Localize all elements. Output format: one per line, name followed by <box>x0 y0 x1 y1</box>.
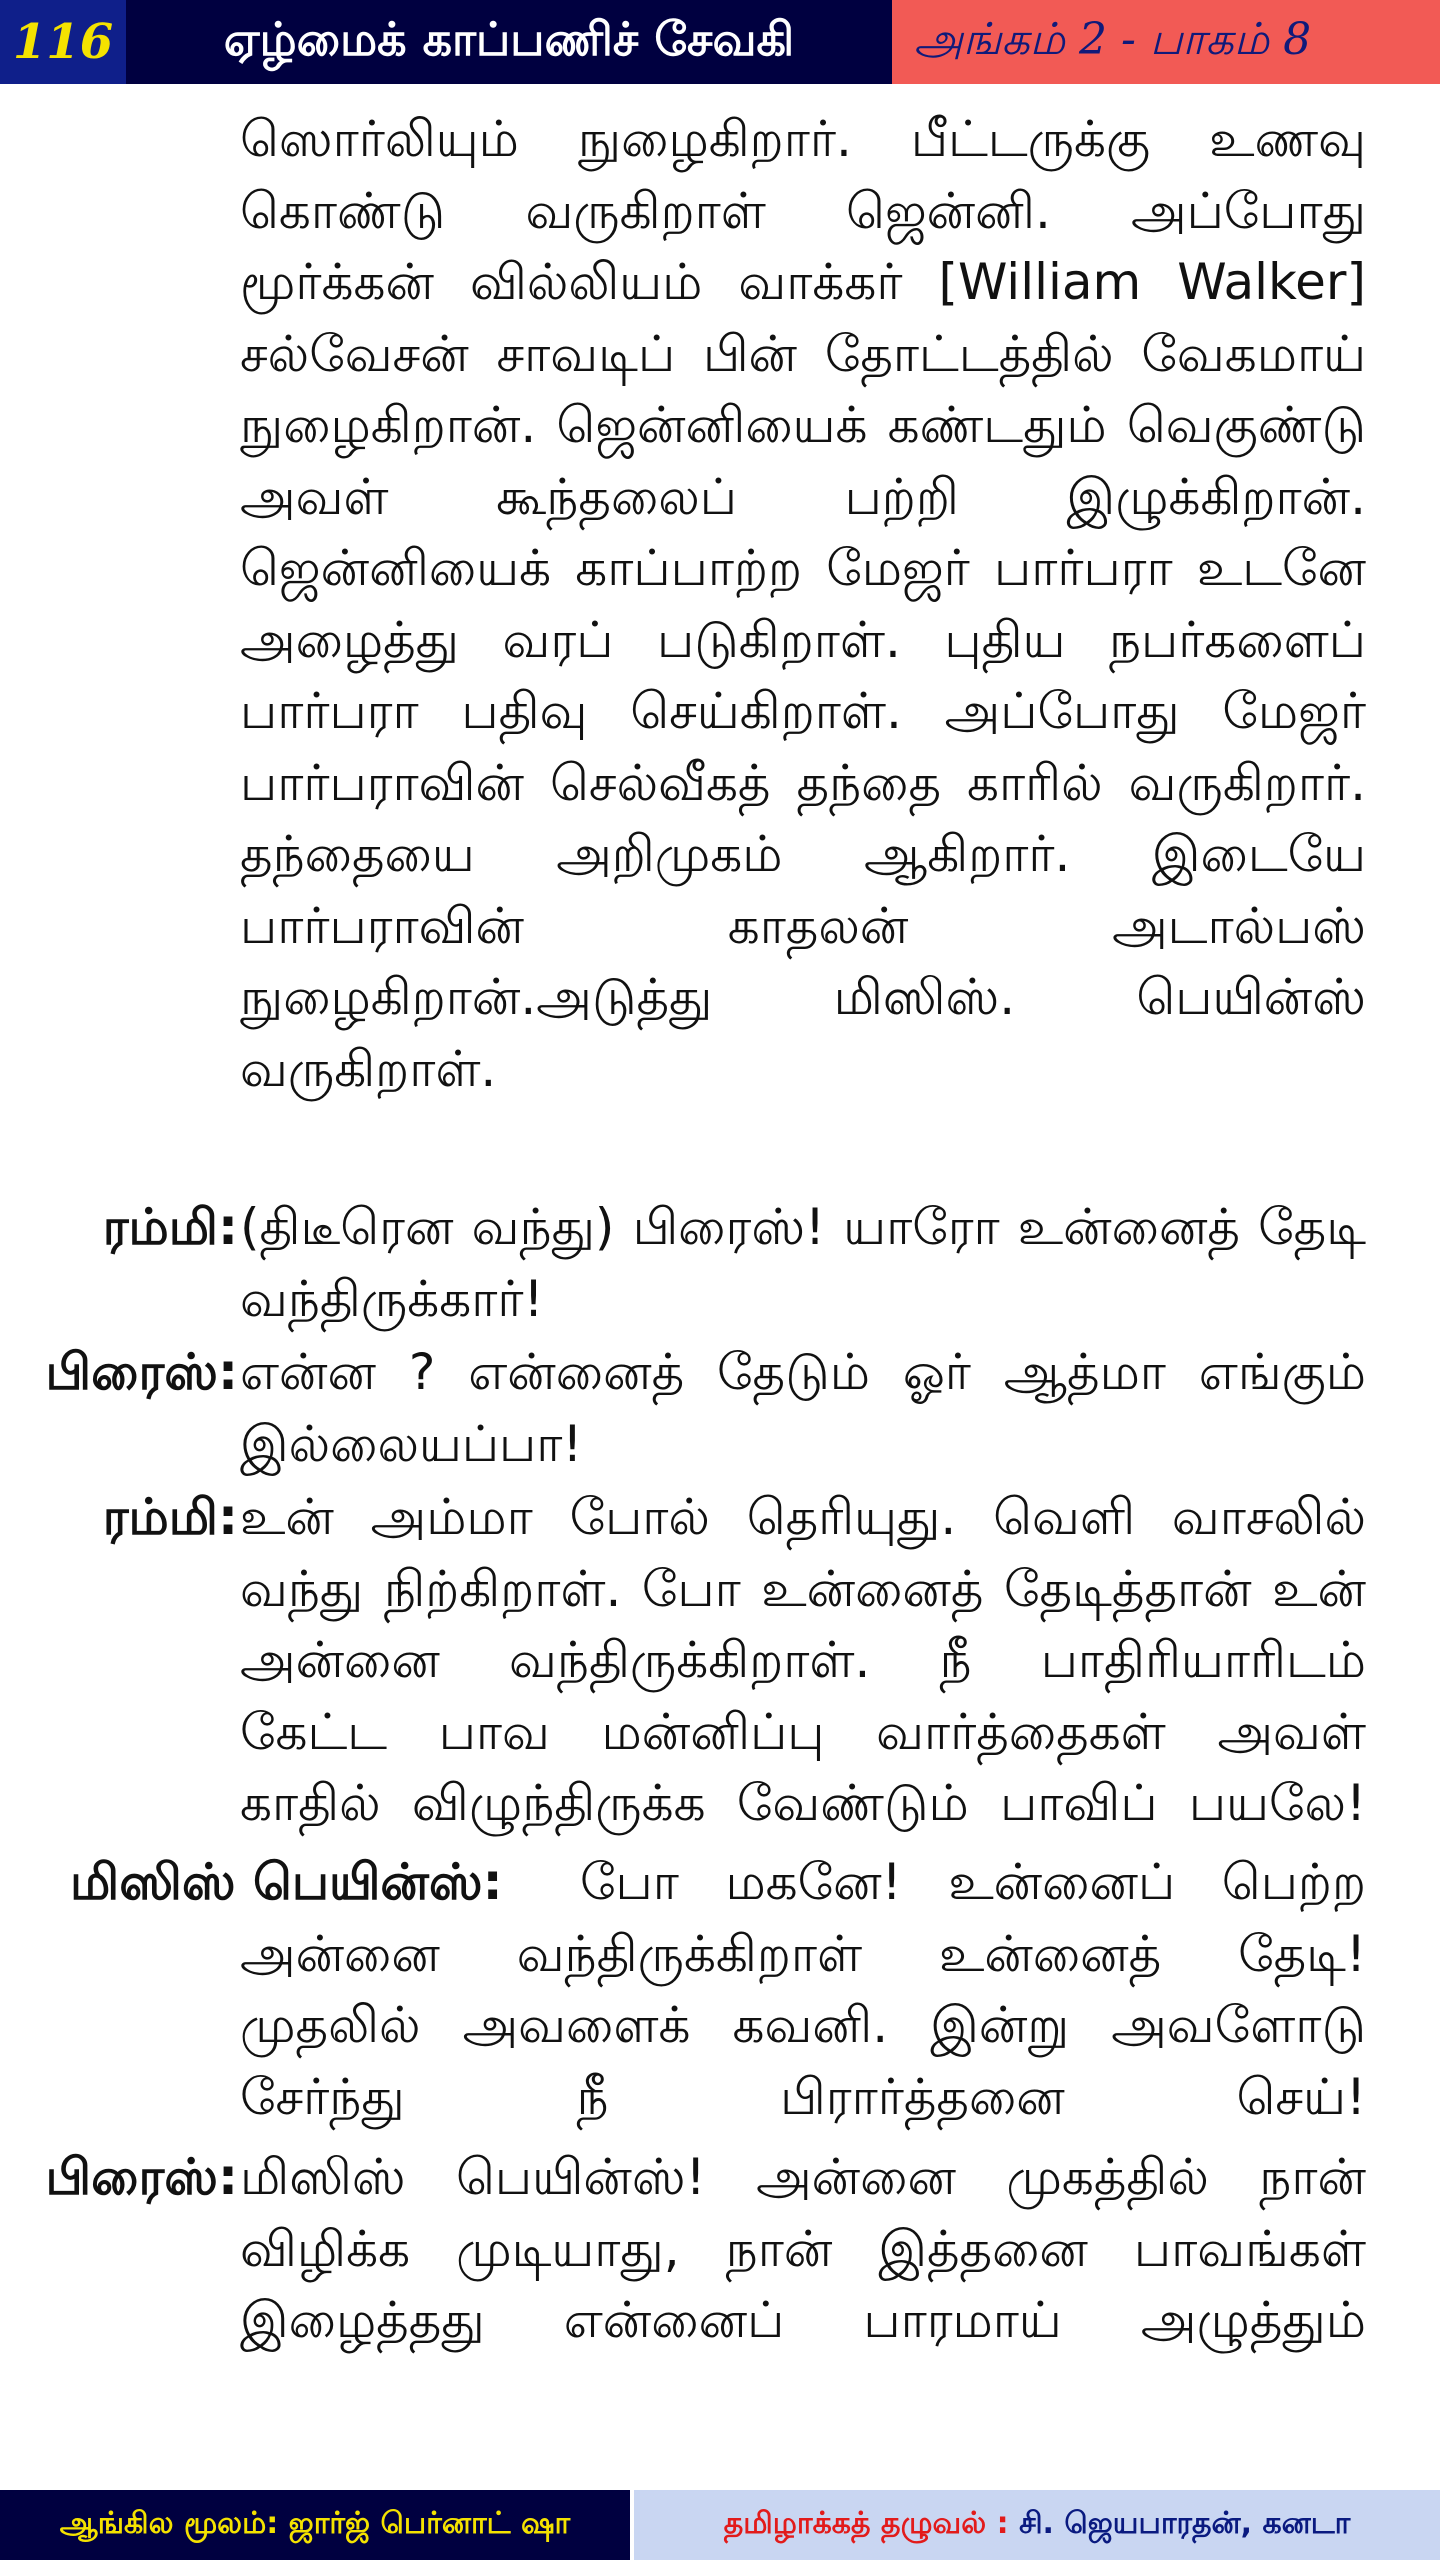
page-footer <box>0 2490 1440 2560</box>
dialogue-text: மிஸிஸ் பெயின்ஸ்! அன்னை முகத்தில் நான் விழிக்க முடியாது, நான் இத்தனை பாவங்கள் இழைத்தது என்னைப் பாரமாய் அழுத்தும் <box>240 2148 1366 2349</box>
source-credit <box>0 2490 634 2560</box>
dialogue-line <box>0 1192 1366 1335</box>
dialogue-line <box>0 1847 1366 2133</box>
source-label: ஆங்கில மூலம்: <box>59 2505 279 2541</box>
dialogue-line <box>0 1337 1366 1480</box>
book-title: ஏழ்மைக் காப்பணிச் சேவகி <box>126 0 892 84</box>
speaker-name: மிஸிஸ் பெயின்ஸ்: <box>70 1853 503 1911</box>
translation-label: தமிழாக்கத் தழுவல் : <box>723 2505 1009 2541</box>
source-author: ஜார்ஜ் பெர்னாட் ஷா <box>288 2505 571 2541</box>
dialogue-text: (திடீரென வந்து) பிரைஸ்! யாரோ உன்னைத் தேடி வந்திருக்கார்! <box>240 1198 1366 1328</box>
act-scene-label: அங்கம் 2 - பாகம் 8 <box>914 13 1312 65</box>
dialogue-text: போ மகனே! உன்னைப் பெற்ற அன்னை வந்திருக்கிறாள் உன்னைத் தேடி! முதலில் அவளைக் கவனி. இன்று அவளோடு சேர்ந்து நீ பிரார்த்தனை செய்! <box>240 1853 1366 2126</box>
dialogue-line <box>0 2142 1366 2357</box>
speaker-name: பிரைஸ்: <box>45 2148 238 2206</box>
dialogue-text: என்ன ? என்னைத் தேடும் ஓர் ஆத்மா எங்கும் இல்லையப்பா! <box>240 1343 1366 1473</box>
speaker-name: ரம்மி: <box>102 1488 238 1546</box>
page-header <box>0 0 1440 84</box>
page-content <box>0 84 1440 2470</box>
act-scene <box>892 0 1440 84</box>
translation-credit <box>634 2490 1440 2560</box>
page-number: 116 <box>0 0 126 84</box>
dialogue-line <box>0 1482 1366 1840</box>
dialogue-text: உன் அம்மா போல் தெரியுது. வெளி வாசலில் வந்து நிற்கிறாள். போ உன்னைத் தேடித்தான் உன் அன்னை வந்திருக்கிறாள். நீ பாதிரியாரிடம் கேட்ட பாவ மன்னிப்பு வார்த்தைகள் அவள் காதில் விழுந்திருக்க வேண்டும் பாவிப் பயலே! <box>240 1488 1366 1832</box>
speaker-name: பிரைஸ்: <box>45 1343 238 1401</box>
translator-name: சி. ஜெயபாரதன், கனடா <box>1019 2505 1351 2541</box>
stage-direction: ஸொர்லியும் நுழைகிறார். பீட்டருக்கு உணவு கொண்டு வருகிறாள் ஜென்னி. அப்போது மூர்க்கன் வில்லியம் வாக்கர் [William Walker] சல்வேசன் சாவடிப் பின் தோட்டத்தில் வேகமாய் நுழைகிறான். ஜென்னியைக் கண்டதும் வெகுண்டு அவள் கூந்தலைப் பற்றி இழுக்கிறான். ஜென்னியைக் காப்பாற்ற மேஜர் பார்பரா உடனே அழைத்து வரப் படுகிறாள். புதிய நபர்களைப் பார்பரா பதிவு செய்கிறாள். அப்போது மேஜர் பார்பராவின் செல்வீகத் தந்தை காரில் வருகிறார். தந்தையை அறிமுகம் ஆகிறார். இடையே பார்பராவின் காதலன் அடால்பஸ் நுழைகிறான்.அடுத்து மிஸிஸ். பெயின்ஸ் வருகிறாள். <box>240 110 1366 1098</box>
speaker-name: ரம்மி: <box>102 1198 238 1256</box>
